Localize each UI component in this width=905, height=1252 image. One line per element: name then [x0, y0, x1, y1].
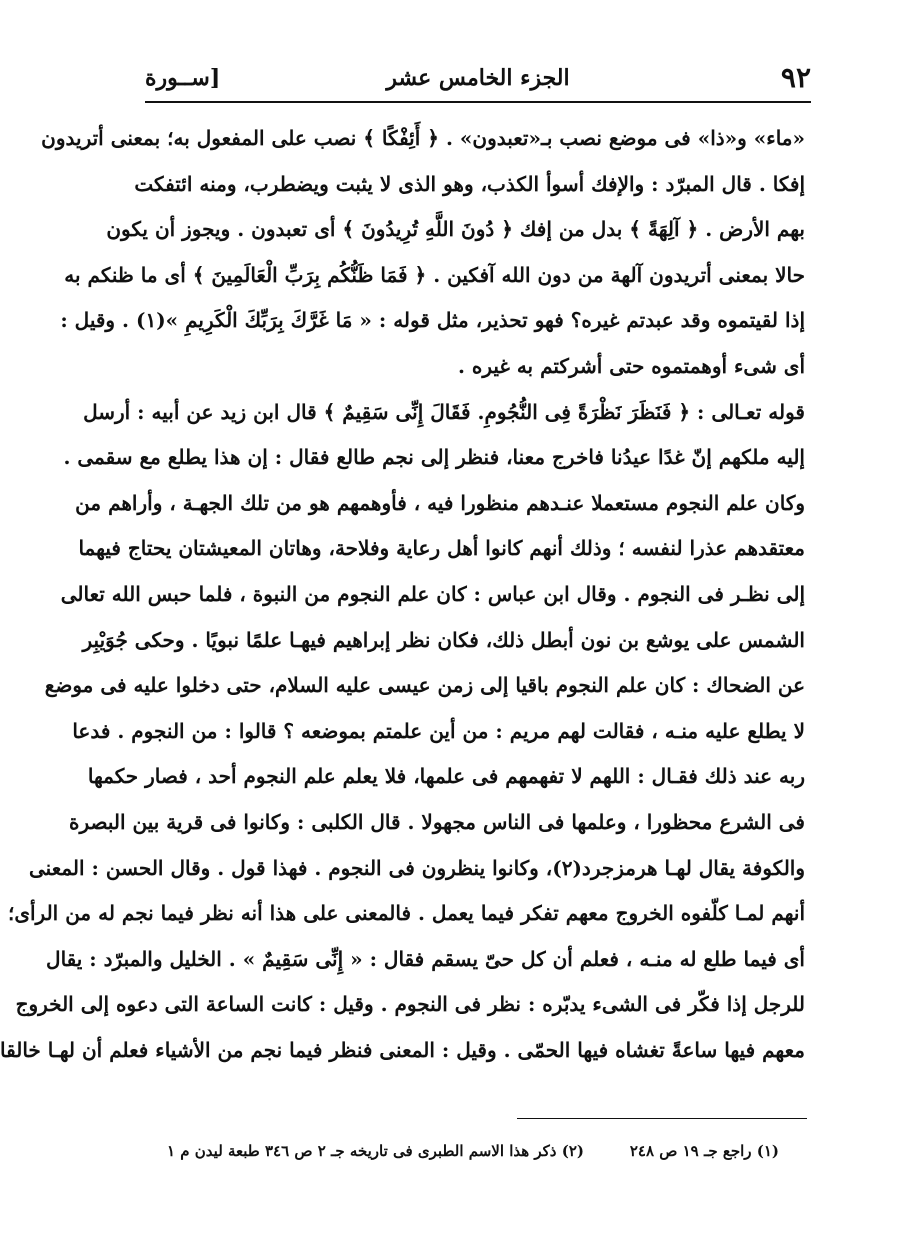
text-line: والكوفة يقال لهـا هرمزجرد(٢)، وكانوا ينظرون فى النجوم . فهذا قول . وقال الحسن : المعنى — [28, 855, 805, 880]
text-line: وكان علم النجوم مستعملا عنـدهم منظورا فيه ، فأوهمهم هو من تلك الجهـة ، وأراهم من — [75, 490, 805, 515]
text-line: إليه ملكهم إنّ غدًا عيدُنا فاخرج معنا، فنظر إلى نجم طالع فقال : إن هذا يطلع مع سقمى . — [63, 445, 805, 470]
page-number: ٩٢ — [780, 61, 811, 94]
text-line: إذا لقيتموه وقد عبدتم غيره؟ فهو تحذير، مثل قوله : « مَا غَرَّكَ بِرَبِّكَ الْكَرِيمِ »(١) . وقيل : — [60, 308, 805, 333]
text-line: «ماء» و«ذا» فى موضع نصب بـ«تعبدون» . ﴿ أَئِفْكًا ﴾ نصب على المفعول به؛ بمعنى أتريدون — [41, 126, 805, 150]
text-line: إلى نظـر فى النجوم . وقال ابن عباس : كان علم النجوم من النبوة ، فلما حبس الله تعالى — [60, 581, 805, 606]
page-header — [145, 58, 811, 98]
footnotes — [167, 1136, 779, 1166]
header-divider — [145, 101, 811, 103]
text-line: ربه عند ذلك فقـال : اللهم لا تفهمهم فى علمها، فلا يعلم علم النجوم أحد ، فصار حكمها — [87, 764, 805, 789]
text-line: حالا بمعنى أتريدون آلهة من دون الله آفكين . ﴿ فَمَا ظَنُّكُم بِرَبِّ الْعَالَمِينَ ﴾ أى ما ظنكم به — [64, 262, 805, 287]
text-line: لا يطلع عليه منـه ، فقالت لهم مريم : من أين علمتم بموضعه ؟ قالوا : من النجوم . فدعا — [72, 718, 805, 743]
footnote-divider — [517, 1118, 807, 1119]
text-line: الشمس على يوشع بن نون أبطل ذلك، فكان نظر إبراهيم فيهـا علمًا نبويًا . وحكى جُوَيْبِر — [82, 627, 805, 652]
running-title: الجزء الخامس عشر — [386, 65, 570, 91]
footnote-2: (٢) ذكر هذا الاسم الطبرى فى تاريخه جـ ٢ ص ٣٤٦ طبعة ليدن م ١ — [167, 1142, 584, 1160]
footnote-1: (١) راجع جـ ١٩ ص ٢٤٨ — [629, 1142, 779, 1160]
section-label: [ســورة — [145, 65, 221, 91]
text-line: إفكا . قال المبرّد : والإفك أسوأ الكذب، وهو الذى لا يثبت ويضطرب، ومنه ائتفكت — [134, 171, 805, 196]
text-line: أى شىء أوهمتموه حتى أشركتم به غيره . — [457, 353, 805, 378]
text-line: أى فيما طلع له منـه ، فعلم أن كل حىّ يسقم فقال : « إِنِّى سَقِيمٌ » . الخليل والمبرّد : يقال — [46, 946, 805, 971]
text-line: عن الضحاك : كان علم النجوم باقيا إلى زمن عيسى عليه السلام، حتى دخلوا عليه فى موضع — [44, 673, 805, 698]
text-line: معهم فيها ساعةً تغشاه فيها الحمّى . وقيل : المعنى فنظر فيما نجم من الأشياء فعلم أن لهـا خالقا — [0, 1037, 805, 1062]
text-line: أنهم لمـا كلّفوه الخروج معهم تفكر فيما يعمل . فالمعنى على هذا أنه نظر فيما نجم له من الرأى؛ — [7, 901, 805, 926]
text-line: للرجل إذا فكّر فى الشىء يدبّره : نظر فى النجوم . وقيل : كانت الساعة التى دعوه إلى الخروج — [15, 992, 805, 1017]
text-line: بهم الأرض . ﴿ آلِهَةً ﴾ بدل من إفك ﴿ دُونَ اللَّهِ تُرِيدُونَ ﴾ أى تعبدون . ويجوز أن يكون — [106, 217, 805, 242]
body-text — [0, 116, 805, 1073]
text-line: قوله تعـالى : ﴿ فَنَظَرَ نَظْرَةً فِى النُّجُومِ. فَقَالَ إِنِّى سَقِيمٌ ﴾ قال ابن زيد عن أبيه : أرسل — [83, 399, 805, 424]
text-line: معتقدهم عذرا لنفسه ؛ وذلك أنهم كانوا أهل رعاية وفلاحة، وهاتان المعيشتان يحتاج فيهما — [78, 536, 805, 561]
text-line: فى الشرع محظورا ، وعلمها فى الناس مجهولا . قال الكلبى : وكانوا فى قرية بين البصرة — [69, 809, 805, 834]
